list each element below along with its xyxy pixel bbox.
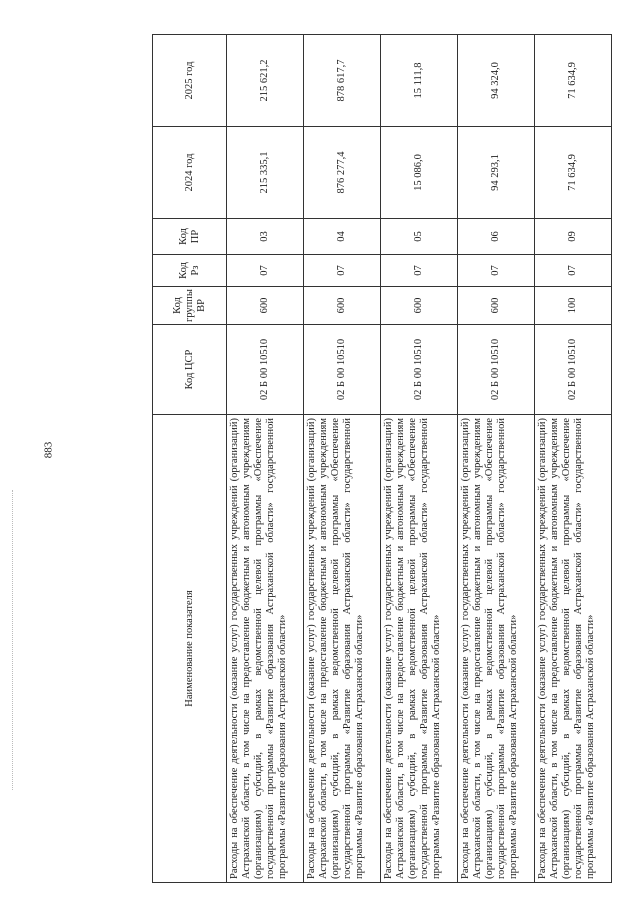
row-vr: 600 bbox=[304, 287, 381, 325]
row-2025: 878 617,7 bbox=[304, 35, 381, 127]
row-name: Расходы на обеспечение деятельности (оказание услуг) государственных учреждений (организаций) Астраханской области, в том числе на предоставление бюджетным и автономным учреждениям (организациям) субсидий, в рамках ведомственной целевой программы «Обеспечение государственной программы «Развитие образования Астраханской области» государственной программы «Развитие образования Астраханской области» bbox=[227, 415, 304, 883]
row-2024: 15 086,0 bbox=[381, 127, 458, 219]
header-name: Наименование показателя bbox=[153, 415, 227, 883]
row-2025: 71 634,9 bbox=[535, 35, 612, 127]
table-row bbox=[381, 35, 458, 883]
row-rz: 07 bbox=[535, 255, 612, 287]
header-vr: Код группы ВР bbox=[153, 287, 227, 325]
rotated-table-container bbox=[152, 35, 612, 883]
table-row bbox=[458, 35, 535, 883]
budget-table bbox=[152, 34, 612, 883]
table-row bbox=[304, 35, 381, 883]
row-csr: 02 Б 00 10510 bbox=[304, 325, 381, 415]
row-name: Расходы на обеспечение деятельности (оказание услуг) государственных учреждений (организаций) Астраханской области, в том числе на предоставление бюджетным и автономным учреждениям (организациям) субсидий, в рамках ведомственной целевой программы «Обеспечение государственной программы «Развитие образования Астраханской области» государственной программы «Развитие образования Астраханской области» bbox=[535, 415, 612, 883]
header-rz: Код Рз bbox=[153, 255, 227, 287]
row-csr: 02 Б 00 10510 bbox=[535, 325, 612, 415]
header-2024: 2024 год bbox=[153, 127, 227, 219]
row-2024: 876 277,4 bbox=[304, 127, 381, 219]
row-2025: 215 621,2 bbox=[227, 35, 304, 127]
row-rz: 07 bbox=[304, 255, 381, 287]
row-name: Расходы на обеспечение деятельности (оказание услуг) государственных учреждений (организаций) Астраханской области, в том числе на предоставление бюджетным и автономным учреждениям (организациям) субсидий, в рамках ведомственной целевой программы «Обеспечение государственной программы «Развитие образования Астраханской области» государственной программы «Развитие образования Астраханской области» bbox=[458, 415, 535, 883]
header-2025: 2025 год bbox=[153, 35, 227, 127]
page-number: 883 bbox=[42, 441, 55, 459]
row-rz: 07 bbox=[381, 255, 458, 287]
row-2024: 94 293,1 bbox=[458, 127, 535, 219]
row-csr: 02 Б 00 10510 bbox=[381, 325, 458, 415]
row-csr: 02 Б 00 10510 bbox=[458, 325, 535, 415]
rotated-page bbox=[152, 35, 612, 883]
table-row bbox=[535, 35, 612, 883]
row-pr: 03 bbox=[227, 219, 304, 255]
row-2024: 71 634,9 bbox=[535, 127, 612, 219]
row-pr: 06 bbox=[458, 219, 535, 255]
table-header-row bbox=[153, 35, 227, 883]
row-2025: 94 324,0 bbox=[458, 35, 535, 127]
header-csr: Код ЦСР bbox=[153, 325, 227, 415]
row-pr: 05 bbox=[381, 219, 458, 255]
row-vr: 600 bbox=[458, 287, 535, 325]
row-vr: 600 bbox=[227, 287, 304, 325]
table-row bbox=[227, 35, 304, 883]
row-pr: 09 bbox=[535, 219, 612, 255]
row-name: Расходы на обеспечение деятельности (оказание услуг) государственных учреждений (организаций) Астраханской области, в том числе на предоставление бюджетным и автономным учреждениям (организациям) субсидий, в рамках ведомственной целевой программы «Обеспечение государственной программы «Развитие образования Астраханской области» государственной программы «Развитие образования Астраханской области» bbox=[381, 415, 458, 883]
row-2025: 15 111,8 bbox=[381, 35, 458, 127]
row-rz: 07 bbox=[458, 255, 535, 287]
row-csr: 02 Б 00 10510 bbox=[227, 325, 304, 415]
row-pr: 04 bbox=[304, 219, 381, 255]
row-vr: 600 bbox=[381, 287, 458, 325]
header-pr: Код ПР bbox=[153, 219, 227, 255]
row-2024: 215 335,1 bbox=[227, 127, 304, 219]
row-vr: 100 bbox=[535, 287, 612, 325]
row-rz: 07 bbox=[227, 255, 304, 287]
scan-edge-artifact bbox=[12, 490, 15, 790]
row-name: Расходы на обеспечение деятельности (оказание услуг) государственных учреждений (организаций) Астраханской области, в том числе на предоставление бюджетным и автономным учреждениям (организациям) субсидий, в рамках ведомственной целевой программы «Обеспечение государственной программы «Развитие образования Астраханской области» государственной программы «Развитие образования Астраханской области» bbox=[304, 415, 381, 883]
